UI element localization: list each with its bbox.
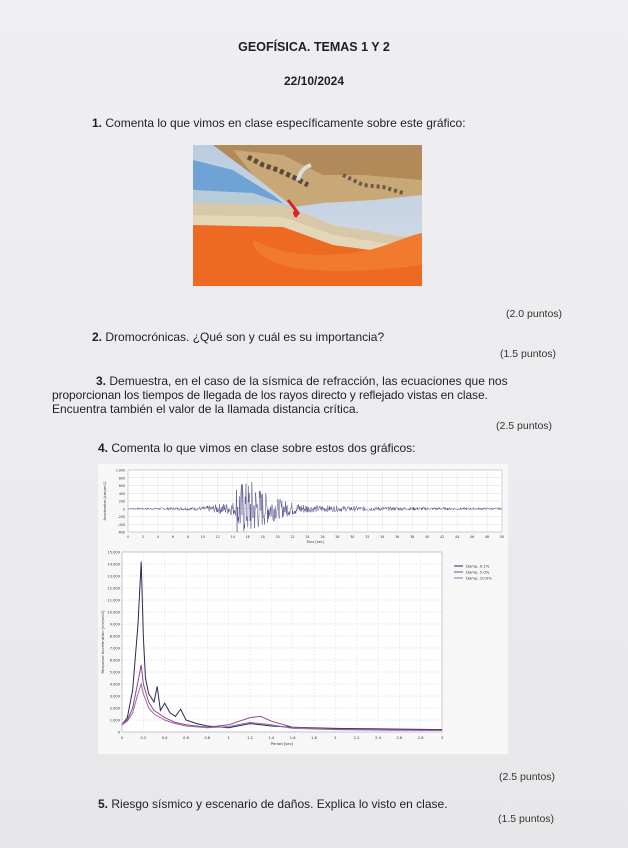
- x-tick-label: 2: [141, 535, 144, 539]
- question-number: 5.: [98, 797, 109, 811]
- plot-area: [122, 552, 442, 732]
- x-tick-label: 0.6: [183, 736, 189, 740]
- subduction-zone-illustration: [193, 145, 422, 286]
- x-tick-label: 1.6: [289, 736, 296, 740]
- y-axis-label: Response Acceleration [cm/sec2]: [100, 610, 105, 674]
- question-5: [98, 797, 448, 811]
- question-1: [92, 116, 466, 130]
- question-text: Riesgo sísmico y escenario de daños. Explica lo visto en clase.: [111, 797, 448, 811]
- y-tick-label: 7.000: [109, 646, 120, 651]
- y-tick-label: 1.000: [109, 718, 120, 723]
- question-3-line-2: proporcionan los tiempos de llegada de los rayos directo y reflejado vistas en clase.: [52, 388, 488, 402]
- y-tick-label: 400: [118, 491, 125, 496]
- question-4: [98, 441, 416, 455]
- x-tick-label: 16: [245, 535, 250, 539]
- x-tick-label: 38: [410, 535, 415, 539]
- y-tick-label: 2.000: [109, 706, 120, 711]
- x-tick-label: 30: [350, 535, 355, 539]
- x-tick-label: 36: [395, 535, 400, 539]
- y-tick-label: 5.000: [109, 670, 120, 675]
- x-tick-label: 0: [120, 736, 124, 740]
- x-tick-label: 14: [230, 535, 235, 539]
- accelerogram-chart: [98, 464, 508, 544]
- response-spectrum-chart: [98, 544, 508, 754]
- question-3-line-3: Encuentra también el valor de la llamada distancia crítica.: [52, 402, 359, 416]
- x-tick-label: 4: [156, 535, 159, 539]
- question-number: 2.: [92, 330, 103, 344]
- question-text: Comenta lo que vimos en clase específicamente sobre este gráfico:: [105, 116, 466, 130]
- legend-label: Damp. 5.0%: [466, 569, 490, 575]
- x-axis-label: Time [sec]: [306, 540, 324, 544]
- x-tick-label: 1.8: [311, 736, 317, 740]
- x-tick-label: 22: [290, 535, 295, 539]
- y-tick-label: -600: [117, 530, 125, 535]
- x-tick-label: 2.2: [353, 736, 360, 740]
- y-tick-label: 0: [122, 507, 125, 512]
- y-tick-label: 8.000: [109, 634, 120, 639]
- exam-title: GEOFÍSICA. TEMAS 1 Y 2: [238, 40, 390, 54]
- question-4-points: (2.5 puntos): [499, 771, 556, 783]
- y-tick-label: 11.000: [107, 598, 120, 603]
- x-axis-label: Period [sec]: [270, 741, 294, 746]
- x-tick-label: 0.8: [204, 736, 211, 740]
- y-tick-label: 14.000: [107, 562, 120, 567]
- x-tick-label: 2.6: [396, 736, 403, 740]
- x-tick-label: 10: [200, 535, 205, 539]
- y-tick-label: 3.000: [109, 694, 120, 699]
- y-tick-label: 13.000: [107, 574, 120, 579]
- x-tick-label: 2.4: [375, 736, 381, 740]
- x-tick-label: 6: [171, 535, 174, 539]
- x-tick-label: 0: [126, 535, 130, 539]
- x-tick-label: 44: [455, 535, 460, 539]
- question-3-line-1: 3. Demuestra, en el caso de la sísmica de refracción, las ecuaciones que nos: [96, 374, 508, 388]
- x-tick-label: 1.4: [268, 736, 275, 740]
- x-tick-label: 50: [499, 535, 505, 539]
- question-3-points: (2.5 puntos): [496, 420, 553, 432]
- question-2: [92, 330, 384, 344]
- y-tick-label: 800: [118, 476, 125, 481]
- seismic-charts: [98, 464, 508, 754]
- y-tick-label: 0: [117, 730, 120, 735]
- x-tick-label: 12: [215, 535, 220, 539]
- x-tick-label: 28: [335, 535, 340, 539]
- x-tick-label: 24: [305, 535, 310, 539]
- question-text: Comenta lo que vimos en clase sobre estos dos gráficos:: [111, 441, 416, 455]
- x-tick-label: 0.4: [161, 736, 168, 740]
- question-number: 4.: [98, 441, 109, 455]
- x-tick-label: 2: [334, 736, 337, 740]
- y-tick-label: 12.000: [107, 586, 120, 591]
- x-tick-label: 42: [440, 535, 445, 539]
- x-tick-label: 8: [186, 535, 189, 539]
- x-tick-label: 2.8: [417, 736, 424, 740]
- x-tick-label: 48: [485, 535, 490, 539]
- x-tick-label: 40: [425, 535, 430, 539]
- y-tick-label: -200: [117, 515, 125, 519]
- legend-label: Damp. 0.1%: [466, 563, 490, 569]
- question-number: 3.: [96, 374, 107, 388]
- question-5-points: (1.5 puntos): [498, 813, 555, 825]
- question-1-points: (2.0 puntos): [506, 308, 563, 320]
- y-tick-label: 15.000: [107, 550, 120, 555]
- legend-label: Damp. 10.0%: [466, 575, 492, 581]
- y-axis-label: Acceleration [cm/sec2]: [103, 481, 107, 521]
- x-tick-label: 26: [320, 535, 325, 539]
- x-tick-label: 34: [380, 535, 385, 539]
- y-tick-label: 1.000: [115, 468, 125, 473]
- y-tick-label: 4.000: [109, 682, 120, 687]
- y-tick-label: 200: [118, 499, 125, 504]
- x-tick-label: 46: [470, 535, 475, 539]
- x-tick-label: 32: [365, 535, 370, 539]
- x-tick-label: 0.2: [140, 736, 147, 740]
- exam-date: 22/10/2024: [283, 74, 345, 88]
- question-number: 1.: [92, 116, 103, 130]
- x-tick-label: 20: [275, 535, 280, 539]
- y-tick-label: 10.000: [107, 610, 120, 615]
- y-tick-label: -400: [117, 522, 125, 527]
- question-2-points: (1.5 puntos): [500, 348, 557, 360]
- x-tick-label: 18: [260, 535, 265, 539]
- y-tick-label: 9.000: [109, 622, 120, 627]
- y-tick-label: 6.000: [109, 658, 120, 663]
- y-tick-label: 600: [118, 484, 125, 488]
- x-tick-label: 3: [440, 736, 444, 740]
- x-tick-label: 1: [227, 736, 230, 740]
- x-tick-label: 1.2: [247, 736, 253, 740]
- question-text: Dromocrónicas. ¿Qué son y cuál es su importancia?: [105, 330, 385, 344]
